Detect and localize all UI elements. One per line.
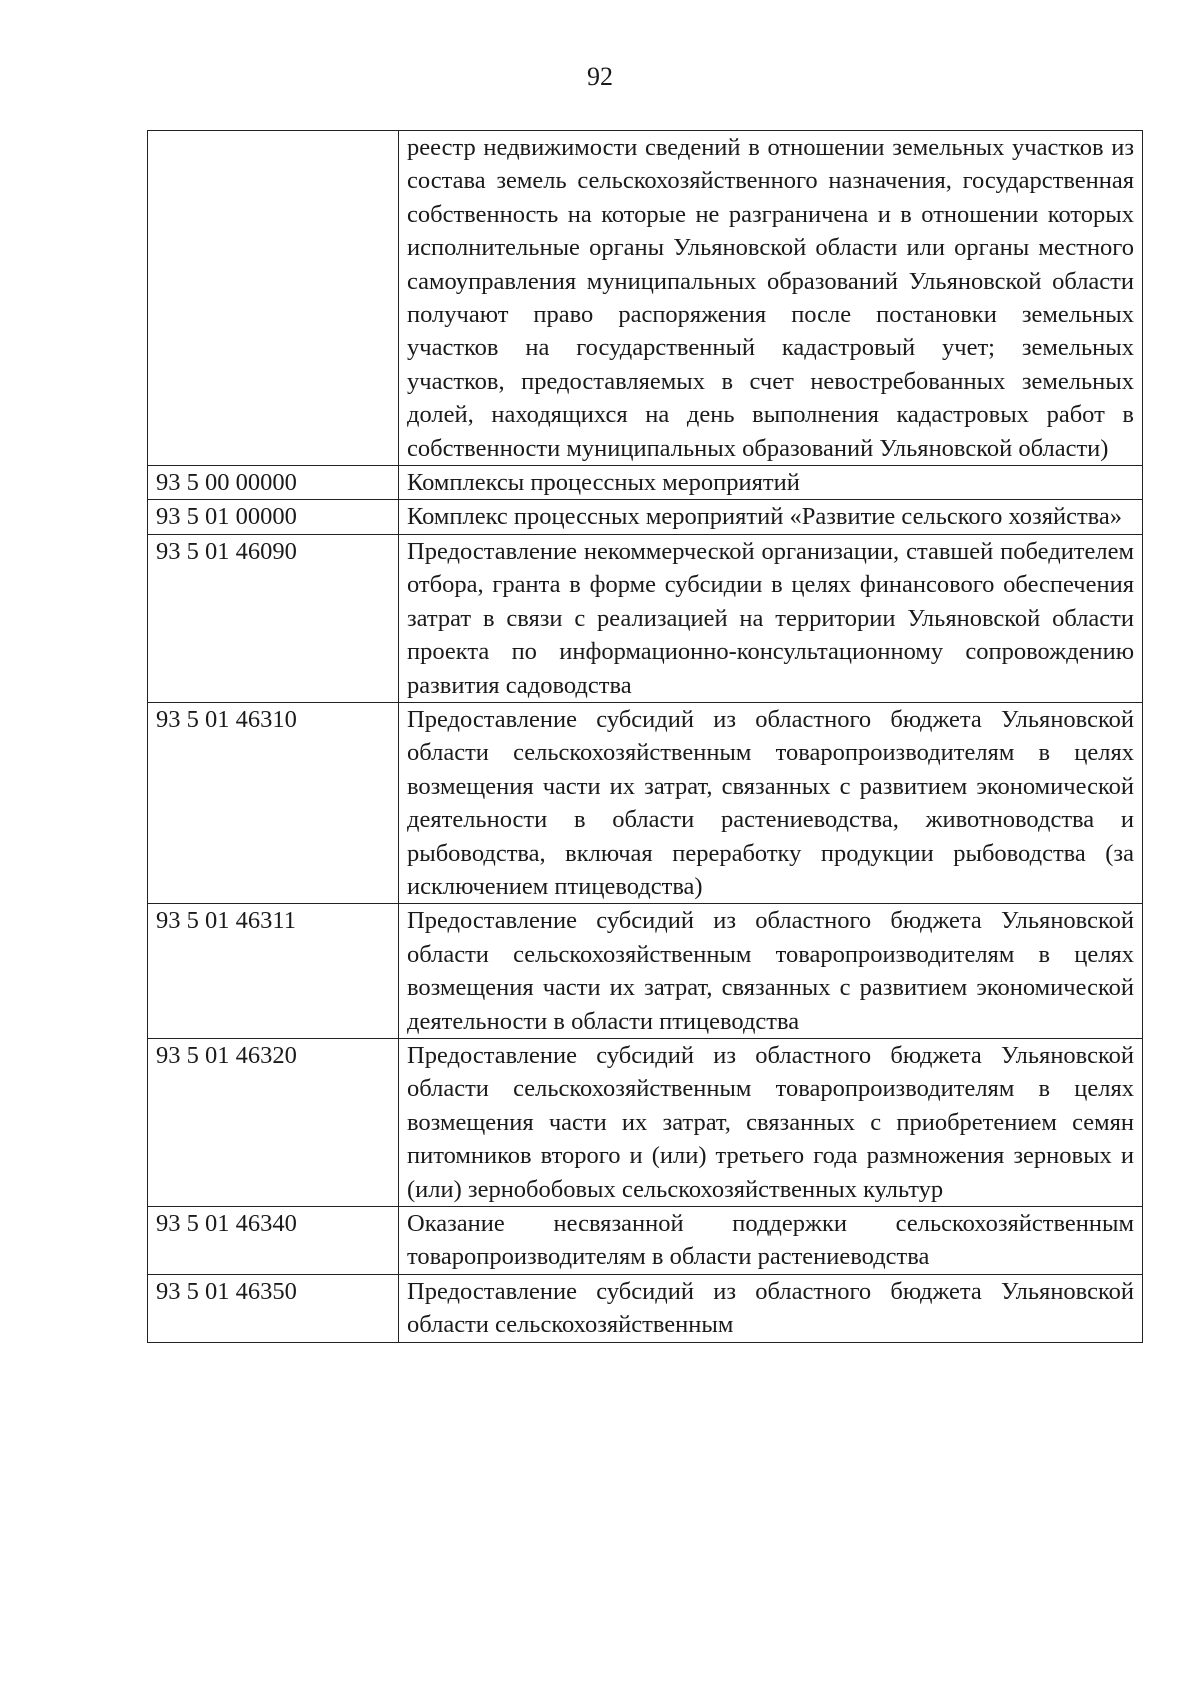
row-description: Оказание несвязанной поддержки сельскохозяйственным товаропроизводителям в области растениеводства <box>399 1207 1143 1275</box>
row-code: 93 5 01 46320 <box>148 1038 399 1206</box>
table-row <box>148 534 1143 702</box>
table-row <box>148 1207 1143 1275</box>
table-row <box>148 1038 1143 1206</box>
table-row <box>148 466 1143 500</box>
row-description: Комплексы процессных мероприятий <box>399 466 1143 500</box>
page-number: 92 <box>587 62 613 91</box>
row-code <box>148 131 399 466</box>
row-code: 93 5 01 46340 <box>148 1207 399 1275</box>
row-description: Предоставление субсидий из областного бюджета Ульяновской области сельскохозяйственным товаропроизводителям в целях возмещения части их затрат, связанных с развитием экономической деятельности в области растениеводства, животноводства и рыбоводства, включая переработку продукции рыбоводства (за исключением птицеводства) <box>399 702 1143 903</box>
table-row <box>148 1274 1143 1342</box>
row-description: Предоставление субсидий из областного бюджета Ульяновской области сельскохозяйственным товаропроизводителям в целях возмещения части их затрат, связанных с приобретением семян питомников второго и (или) третьего года размножения зерновых и (или) зернобобовых сельскохозяйственных культур <box>399 1038 1143 1206</box>
table-row <box>148 500 1143 534</box>
row-description: Комплекс процессных мероприятий «Развитие сельского хозяйства» <box>399 500 1143 534</box>
row-description: Предоставление некоммерческой организации, ставшей победителем отбора, гранта в форме субсидии в целях финансового обеспечения затрат в связи с реализацией на территории Ульяновской области проекта по информационно-консультационному сопровождению развития садоводства <box>399 534 1143 702</box>
row-description: реестр недвижимости сведений в отношении земельных участков из состава земель сельскохозяйственного назначения, государственная собственность на которые не разграничена и в отношении которых исполнительные органы Ульяновской области или органы местного самоуправления муниципальных образований Ульяновской области получают право распоряжения после постановки земельных участков на государственный кадастровый учет; земельных участков, предоставляемых в счет невостребованных земельных долей, находящихся на день выполнения кадастровых работ в собственности муниципальных образований Ульяновской области) <box>399 131 1143 466</box>
table-row <box>148 702 1143 903</box>
table-row <box>148 904 1143 1039</box>
table-row <box>148 131 1143 466</box>
row-code: 93 5 01 46350 <box>148 1274 399 1342</box>
row-code: 93 5 00 00000 <box>148 466 399 500</box>
row-code: 93 5 01 46090 <box>148 534 399 702</box>
row-code: 93 5 01 00000 <box>148 500 399 534</box>
budget-classification-table <box>147 130 1143 1343</box>
row-description: Предоставление субсидий из областного бюджета Ульяновской области сельскохозяйственным товаропроизводителям в целях возмещения части их затрат, связанных с развитием экономической деятельности в области птицеводства <box>399 904 1143 1039</box>
row-code: 93 5 01 46310 <box>148 702 399 903</box>
row-code: 93 5 01 46311 <box>148 904 399 1039</box>
row-description: Предоставление субсидий из областного бюджета Ульяновской области сельскохозяйственным <box>399 1274 1143 1342</box>
